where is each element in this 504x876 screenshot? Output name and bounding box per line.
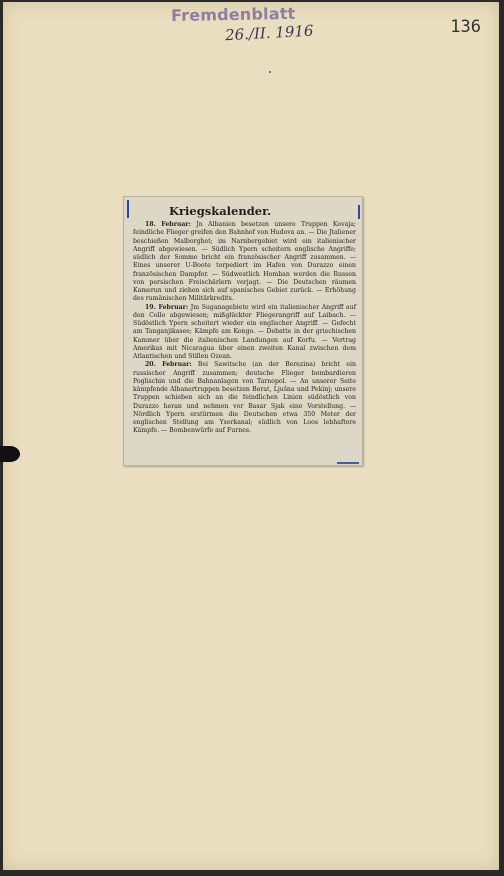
calendar-entry xyxy=(133,361,356,435)
clipping-title: Kriegskalender. xyxy=(169,204,272,218)
newspaper-clipping xyxy=(123,196,363,466)
calendar-entry xyxy=(133,304,356,362)
entry-text: Jn Albanien besetzen unsere Truppen Kovaja; feindliche Flieger greifen den Bahnhof von Hudova an. — Die Jtaliener beschießen Malborghet; im Narnbergebiet wird ein italienischer Angriff abgewiesen. — Südlich Ypern scheitern englische Angriffe; südlich der Somme bricht ein französischer Angriff zusammen. — Eines unserer U-Boote torpediert im Hafen von Durazzo einen französischen Dampfer. — Südwestlich Homban werden die Russen von persischen Freischärlern verjagt. — Die Deutschen räumen Kamerun und ziehen sich auf spanisches Gebiet zurück. — Erhöhung des rumänischen Militärkredits. xyxy=(133,221,356,303)
entry-date: 18. Februar: xyxy=(145,221,191,228)
blue-pencil-mark xyxy=(337,462,359,464)
newspaper-stamp: Fremdenblatt xyxy=(170,3,296,26)
handwritten-date: 26./II. 1916 xyxy=(224,21,314,45)
blue-pencil-mark xyxy=(358,205,360,219)
entry-date: 20. Februar: xyxy=(145,361,192,369)
entry-text: Bei Sawitsche (an der Berezina) bricht ein russischer Angriff zusammen; deutsche Flieger bombardieren Poglischin und die Bahnanlagen von Tarnopol. — An unserer Seite kämpfende Albanertruppen besetzen Berat, Ljušna und Pekinj; unsere Truppen schieben sich an die feindlichen Linien südöstlich von Durazzo heran und nehmen vor Basar Sjak eine Vorstellung. — Nördlich Ypern erstürmen die Deutschen etwa 350 Meter der englischen Stellung am Yserkanal; südlich von Loos lebhaftere Kämpfe. — Bombenwürfe auf Furnes. xyxy=(133,361,356,435)
blue-pencil-mark xyxy=(127,200,129,218)
entry-text: Jm Suganagebiete wird ein italienischer Angriff auf den Collo abgewiesen; mißglückter Fliegerangriff auf Laibach. — Südöstlich Ypern scheitert wieder ein englischer Angriff. — Gefecht am Tanganjikasee; Kämpfe am Kongo. — Debatte in der griechischen Kammer über die italienischen Landungen auf Korfu. — Vertrag Amerikas mit Nicaragua über einen zweiten Kanal zwischen dem Atlantischen und Stillen Ozean. xyxy=(133,303,356,360)
calendar-entry xyxy=(133,221,356,304)
page-number: 136 xyxy=(450,17,481,37)
entry-date: 19. Februar: xyxy=(145,303,189,311)
archive-sheet xyxy=(3,2,499,870)
paper-speck xyxy=(269,71,271,73)
scan-edge-shadow xyxy=(0,446,20,462)
